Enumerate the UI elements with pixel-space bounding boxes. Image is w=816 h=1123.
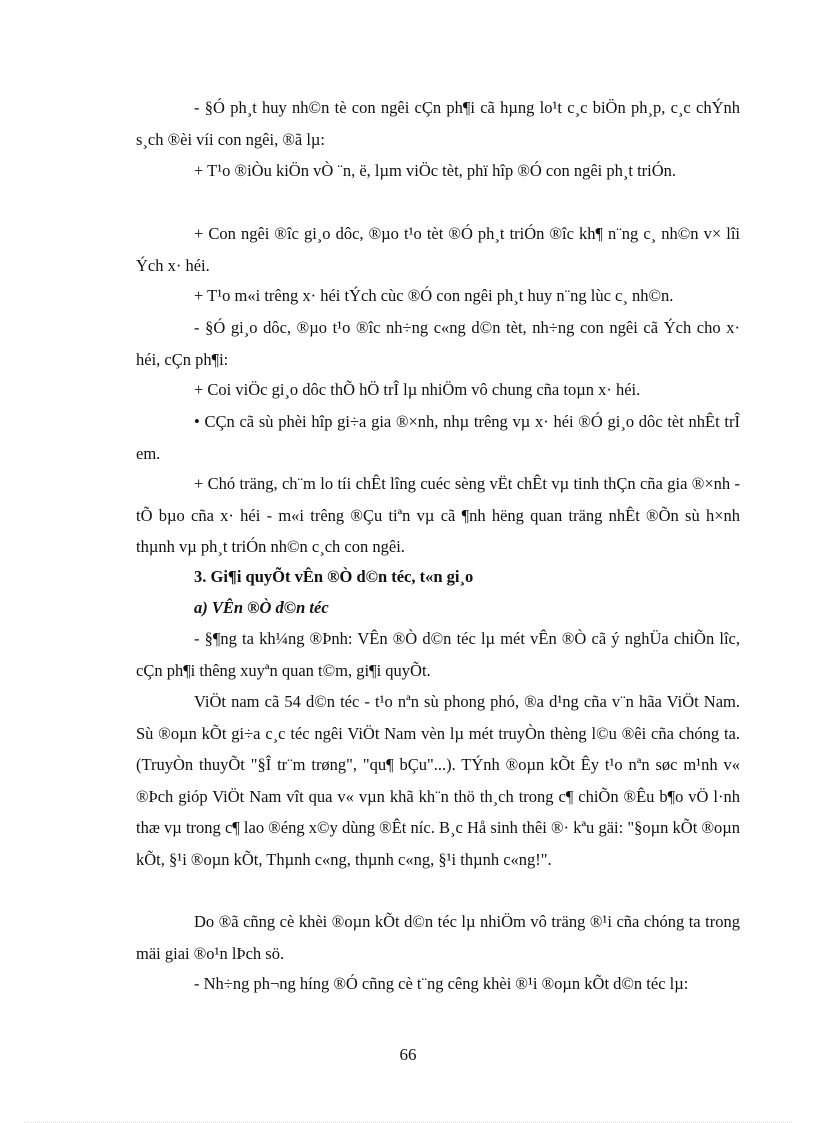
paragraph-3: + Con ngêi ®îc gi¸o dôc, ®µo t¹o tèt ®Ó ph¸t triÓn ®îc kh¶ n¨ng c¸ nh©n v× lîi Ých x· héi. [136, 224, 740, 275]
paragraph-7: • CÇn cã sù phèi hîp gi÷a gia ®×nh, nhµ trêng vµ x· héi ®Ó gi¸o dôc tèt nhÊt trÎ em. [136, 412, 740, 463]
paragraph-2: + T¹o ®iÒu kiÖn vÒ ¨n, ë, lµm viÖc tèt, phï hîp ®Ó con ngêi ph¸t triÓn. [194, 161, 677, 180]
paragraph-11: Do ®ã cñng cè khèi ®oµn kÕt d©n téc lµ nhiÖm vô träng ®¹i cña chóng ta trong mäi giai ®o¹n lÞch sö. [136, 912, 740, 963]
page-number: 66 [399, 1045, 417, 1064]
paragraph-5: - §Ó gi¸o dôc, ®µo t¹o ®îc nh÷ng c«ng d©n tèt, nh÷ng con ngêi cã Ých cho x· héi, cÇn ph¶i: [136, 318, 740, 369]
paragraph-10: ViÖt nam cã 54 d©n téc - t¹o nªn sù phong phó, ®a d¹ng cña v¨n hãa ViÖt Nam. Sù ®oµn kÕt gi÷a c¸c téc ngêi ViÖt Nam vèn lµ mét truyÒn thèng l©u ®êi cña chóng ta. (TruyÒn thuyÕt "§Î tr¨m trøng", "qu¶ bÇu"...). TÝnh ®oµn kÕt Êy t¹o nªn søc m¹nh v« ®Þch gióp ViÖt Nam vît qua v« vµn khã kh¨n thö th¸ch trong c¶ chiÕn ®Êu b¶o vÖ l·nh thæ vµ trong c¶ lao ®éng x©y dùng ®Êt níc. B¸c Hå sinh thêi ®· kªu gäi: "§oµn kÕt ®oµn kÕt, §¹i ®oµn kÕt, Thµnh c«ng, thµnh c«ng, §¹i thµnh c«ng!". [136, 692, 740, 869]
paragraph-4: + T¹o m«i trêng x· héi tÝch cùc ®Ó con ngêi ph¸t huy n¨ng lùc c¸ nh©n. [194, 286, 674, 305]
paragraph-12: - Nh÷ng ph¬ng híng ®Ó cñng cè t¨ng cêng khèi ®¹i ®oµn kÕt d©n téc lµ: [194, 974, 689, 993]
paragraph-1: - §Ó ph¸t huy nh©n tè con ngêi cÇn ph¶i cã hµng lo¹t c¸c biÖn ph¸p, c¸c chÝnh s¸ch ®èi víi con ngêi, ®ã lµ: [136, 98, 740, 149]
subsection-heading: a) VÊn ®Ò d©n téc [194, 598, 329, 617]
paragraph-8: + Chó träng, ch¨m lo tíi chÊt lîng cuéc sèng vËt chÊt vµ tinh thÇn cña gia ®×nh - tÕ bµo cña x· héi - m«i trêng ®Çu tiªn vµ cã ¶nh hëng quan träng nhÊt ®Õn sù h×nh thµnh vµ ph¸t triÓn nh©n c¸ch con ngêi. [136, 474, 740, 556]
section-heading: 3. Gi¶i quyÕt vÊn ®Ò d©n téc, t«n gi¸o [194, 567, 474, 586]
paragraph-9: - §¶ng ta kh¼ng ®Þnh: VÊn ®Ò d©n téc lµ mét vÊn ®Ò cã ý nghÜa chiÕn lîc, cÇn ph¶i thêng xuyªn quan t©m, gi¶i quyÕt. [136, 629, 740, 680]
paragraph-6: + Coi viÖc gi¸o dôc thÕ hÖ trÎ lµ nhiÖm vô chung cña toµn x· héi. [194, 380, 641, 399]
